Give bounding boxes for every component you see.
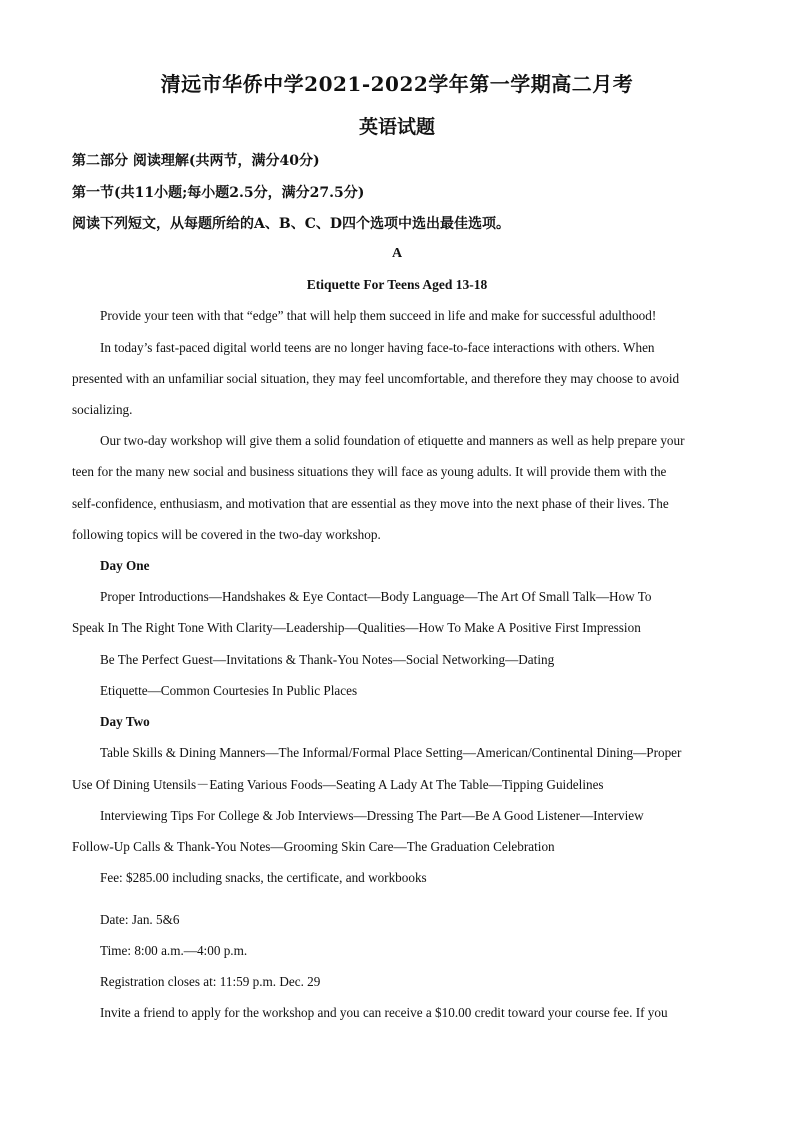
passage-line: Speak In The Right Tone With Clarity—Leadership—Qualities—How To Make A Positive First Impression	[72, 620, 641, 635]
date-line: Date: Jan. 5&6	[100, 912, 180, 927]
passage-line: Follow-Up Calls & Thank-You Notes—Grooming Skin Care—The Graduation Celebration	[72, 839, 555, 854]
passage-line: Table Skills & Dining Manners—The Informal/Formal Place Setting—American/Continental Dining—Proper	[100, 745, 682, 760]
passage-line: Be The Perfect Guest—Invitations & Thank-You Notes—Social Networking—Dating	[100, 652, 555, 667]
fee-line: Fee: $285.00 including snacks, the certificate, and workbooks	[100, 870, 427, 885]
passage-line: In today’s fast-paced digital world teens are no longer having face-to-face interactions with others. When	[100, 340, 655, 355]
passage-line: presented with an unfamiliar social situation, they may feel uncomfortable, and therefore they may choose to avoid	[72, 371, 680, 386]
day-two-heading: Day Two	[100, 714, 150, 729]
passage-label: A	[391, 246, 403, 261]
exam-subtitle: 英语试题	[358, 116, 435, 138]
passage-line: Proper Introductions—Handshakes & Eye Contact—Body Language—The Art Of Small Talk—How To	[100, 589, 652, 604]
passage-line: Invite a friend to apply for the workshop and you can receive a $10.00 credit toward your course fee. If you	[100, 1005, 668, 1020]
passage-line: Etiquette—Common Courtesies In Public Places	[100, 683, 358, 698]
exam-title: 清远市华侨中学2021-2022学年第一学期高二月考	[160, 72, 634, 96]
passage-line: teen for the many new social and business situations they will face as young adults. It will provide them with the	[72, 464, 667, 479]
part-heading: 第二部分 阅读理解(共两节，满分40分)	[72, 153, 320, 169]
passage-title: Etiquette For Teens Aged 13-18	[306, 277, 488, 292]
section-heading: 第一节(共11小题;每小题2.5分，满分27.5分)	[72, 185, 365, 201]
passage-line: Our two-day workshop will give them a solid foundation of etiquette and manners as well as help prepare your	[100, 433, 685, 448]
passage-line: Interviewing Tips For College & Job Interviews—Dressing The Part—Be A Good Listener—Interview	[100, 808, 644, 823]
time-line: Time: 8:00 a.m.—4:00 p.m.	[100, 943, 248, 958]
passage-line: socializing.	[72, 402, 133, 417]
passage-line: Provide your teen with that “edge” that will help them succeed in life and make for successful adulthood!	[100, 308, 657, 323]
passage-line: Use Of Dining Utensils－Eating Various Foods—Seating A Lady At The Table—Tipping Guidelines	[72, 777, 604, 792]
passage-line: following topics will be covered in the two-day workshop.	[72, 527, 381, 542]
directions: 阅读下列短文，从每题所给的A、B、C、D四个选项中选出最佳选项。	[72, 216, 510, 232]
day-one-heading: Day One	[100, 558, 150, 573]
registration-line: Registration closes at: 11:59 p.m. Dec. 29	[100, 974, 321, 989]
passage-line: self-confidence, enthusiasm, and motivation that are essential as they move into the next phase of their lives. The	[72, 496, 669, 511]
